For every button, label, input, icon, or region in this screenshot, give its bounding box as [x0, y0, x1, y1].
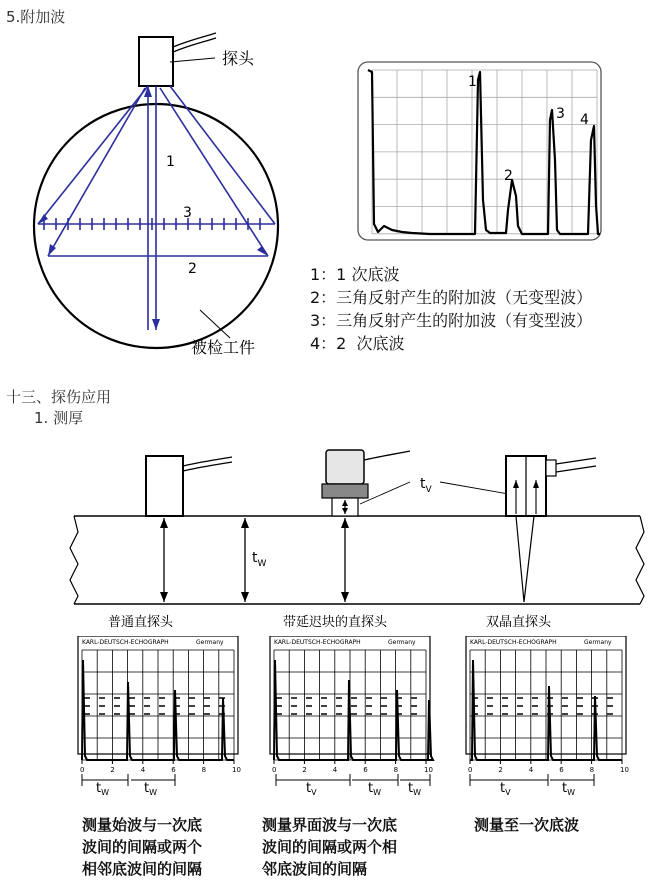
screen-header-country: Germany	[584, 639, 612, 646]
scale-tick-label: 2	[498, 766, 503, 774]
screen-header-brand: KARL-DEUTSCH-ECHOGRAPH	[82, 639, 169, 646]
normal-probe	[146, 456, 183, 516]
section13-subtitle: 1. 测厚	[34, 409, 84, 427]
scale-tick-label: 8	[201, 766, 207, 774]
interval-label-s2-1: t	[500, 781, 506, 796]
scale-tick-label: 4	[140, 766, 146, 774]
tw-subscript: W	[257, 559, 267, 569]
scale-tick-label: 6	[171, 766, 176, 774]
svg-text:tW	[96, 781, 109, 797]
screen-header-brand: KARL-DEUTSCH-ECHOGRAPH	[274, 639, 361, 646]
tv-label: t	[420, 476, 426, 492]
screen-header-country: Germany	[196, 639, 224, 646]
peak-label-1: 1	[468, 74, 477, 90]
probe-body	[139, 37, 173, 86]
svg-text:tV	[500, 781, 511, 797]
interval-label-s1-1: t	[306, 781, 312, 796]
peak-label-4: 4	[580, 112, 589, 128]
echograph-screen-dual	[466, 636, 629, 774]
interval-label-s0-2: t	[144, 781, 150, 796]
svg-text:tW	[368, 781, 381, 797]
interval-label-s1-2: t	[368, 781, 374, 796]
scale-tick-label: 8	[589, 766, 595, 774]
interval-sub-s1-1: V	[311, 788, 317, 797]
interval-sub-s1-3: W	[413, 788, 422, 797]
scale-tick-label: 0	[468, 766, 473, 774]
tv-subscript: V	[425, 485, 432, 495]
peak-label-2: 2	[504, 168, 513, 184]
peak-label-3: 3	[556, 106, 565, 122]
bottom-caption-delay: 测量界面波与一次底 波间的间隔或两个相 邻底波间的间隔	[262, 816, 398, 878]
tw-label: t	[252, 550, 258, 566]
svg-text:tV	[306, 781, 317, 797]
scale-tick-label: 10	[620, 766, 629, 774]
section5-title: 5.附加波	[6, 8, 66, 26]
interval-sub-s2-2: W	[567, 788, 576, 797]
interval-sub-s0-1: W	[101, 788, 110, 797]
scale-tick-label: 10	[424, 766, 433, 774]
scale-tick-label: 4	[528, 766, 534, 774]
interval-sub-s2-1: V	[505, 788, 511, 797]
screen-header-country: Germany	[388, 639, 416, 646]
caption-normal-probe: 普通直探头	[108, 615, 174, 630]
workpiece-label: 被检工件	[191, 338, 256, 357]
svg-text:tW	[408, 781, 421, 797]
interval-sub-s0-2: W	[149, 788, 158, 797]
probe-label: 探头	[222, 49, 255, 68]
scale-tick-label: 4	[332, 766, 338, 774]
echograph-screen-normal	[78, 636, 241, 774]
scale-tick-label: 6	[363, 766, 368, 774]
caption-dual-probe: 双晶直探头	[486, 615, 552, 630]
bottom-caption-dual: 测量至一次底波	[474, 816, 580, 834]
svg-text:tV	[420, 476, 433, 495]
scale-tick-label: 0	[272, 766, 277, 774]
section13-title: 十三、探伤应用	[6, 388, 112, 406]
legend-item-4: 4：2 次底波	[310, 334, 405, 353]
interval-sub-s1-2: W	[373, 788, 382, 797]
legend	[310, 263, 592, 355]
scale-tick-label: 2	[110, 766, 115, 774]
interval-label-s0-1: t	[96, 781, 102, 796]
caption-delay-probe: 带延迟块的直探头	[283, 615, 388, 630]
measurement-arrows	[82, 774, 594, 786]
scale-tick-label: 10	[232, 766, 241, 774]
screen-header-brand: KARL-DEUTSCH-ECHOGRAPH	[470, 639, 557, 646]
delay-probe	[326, 450, 364, 484]
svg-text:tW	[144, 781, 157, 797]
echograph-screen-delay	[270, 636, 433, 774]
interval-label-s2-2: t	[562, 781, 568, 796]
path-label-2: 2	[188, 261, 197, 277]
scale-tick-label: 8	[393, 766, 399, 774]
interval-label-s1-3: t	[408, 781, 414, 796]
thickness-diagram	[0, 440, 656, 630]
bottom-caption-normal: 测量始波与一次底 波间的间隔或两个 相邻底波间的间隔	[82, 816, 203, 878]
svg-text:tW	[252, 550, 267, 569]
scale-tick-label: 2	[302, 766, 307, 774]
path-label-1: 1	[166, 154, 175, 170]
legend-item-2: 2：三角反射产生的附加波（无变型波）	[310, 288, 593, 307]
legend-item-1: 1：1 次底波	[310, 265, 400, 284]
legend-item-3: 3：三角反射产生的附加波（有变型波）	[310, 311, 593, 330]
svg-text:tW	[562, 781, 575, 797]
scale-tick-label: 0	[80, 766, 85, 774]
echograph-screens	[0, 636, 656, 806]
path-label-3: 3	[183, 205, 192, 221]
scale-tick-label: 6	[559, 766, 564, 774]
